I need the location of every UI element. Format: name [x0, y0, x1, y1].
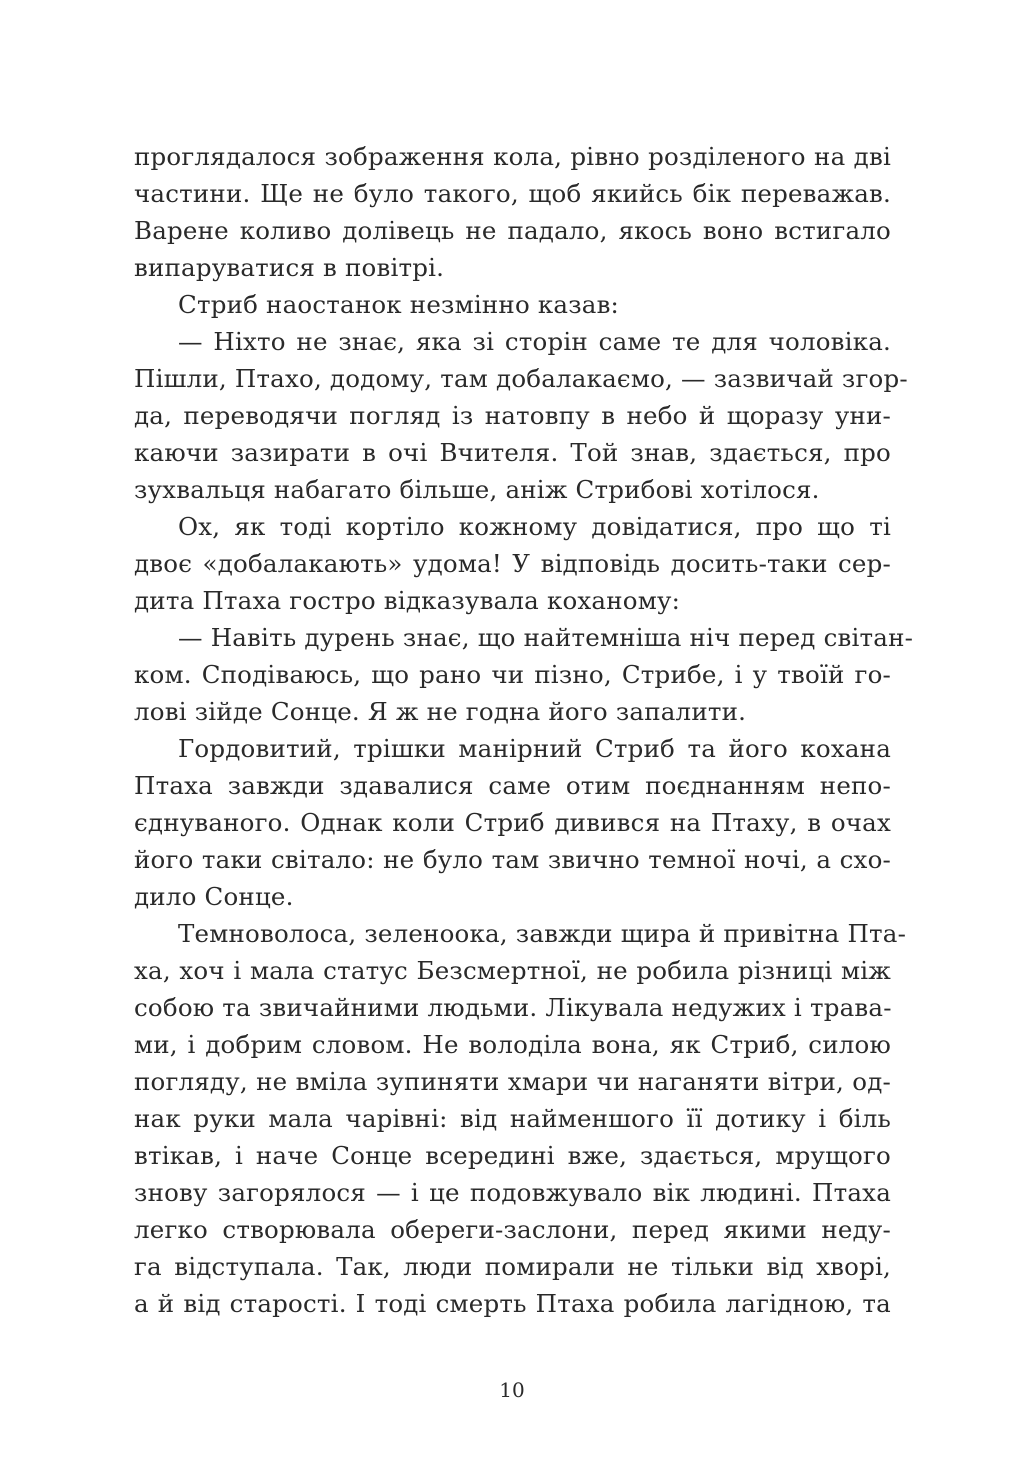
page-number: 10 [499, 1378, 525, 1402]
text-line: дило Сонце. [134, 882, 294, 911]
body-text [134, 138, 914, 1322]
text-line: а й від старості. І тоді смерть Птаха робила лагідною, та [134, 1289, 891, 1318]
text-line: Варене коливо долівець не падало, якось воно встигало [134, 216, 891, 245]
text-line: проглядалося зображення кола, рівно розділеного на дві [134, 142, 891, 171]
text-line: зухвальця набагато більше, аніж Стрибові хотілося. [134, 475, 820, 504]
text-line: дита Птаха гостро відказувала коханому: [134, 586, 681, 615]
text-line: легко створювала обереги-заслони, перед якими неду- [134, 1215, 891, 1244]
text-line: нак руки мала чарівні: від найменшого її дотику і біль [134, 1104, 891, 1133]
text-line: — Навіть дурень знає, що найтемніша ніч перед світан- [178, 623, 914, 652]
text-line: ком. Сподіваюсь, що рано чи пізно, Стрибе, і у твоїй го- [134, 660, 891, 689]
text-line: втікав, і наче Сонце всередині вже, здається, мрущого [134, 1141, 891, 1170]
text-line: га відступала. Так, люди помирали не тільки від хворі, [134, 1252, 891, 1281]
text-line: його таки світало: не було там звично темної ночі, а схо- [134, 845, 891, 874]
text-line: ха, хоч і мала статус Безсмертної, не робила різниці між [134, 956, 891, 985]
text-line: Гордовитий, трішки манірний Стриб та його кохана [178, 734, 891, 763]
text-line: каючи зазирати в очі Вчителя. Той знав, здається, про [134, 438, 891, 467]
text-line: двоє «добалакають» удома! У відповідь досить-таки сер- [134, 549, 891, 578]
text-line: Ох, як тоді кортіло кожному довідатися, про що ті [178, 512, 891, 541]
text-line: лові зійде Сонце. Я ж не годна його запалити. [134, 697, 747, 726]
text-line: Темноволоса, зеленоока, завжди щира й привітна Пта- [178, 919, 907, 948]
text-line: собою та звичайними людьми. Лікувала недужих і трава- [134, 993, 892, 1022]
text-line: знову загорялося — і це подовжувало вік людині. Птаха [134, 1178, 891, 1207]
text-line: Пішли, Птахо, додому, там добалакаємо, — зазвичай згор- [134, 364, 908, 393]
text-line: єднуваного. Однак коли Стриб дивився на Птаху, в очах [134, 808, 891, 837]
text-line: Птаха завжди здавалися саме отим поєднанням непо- [134, 771, 891, 800]
text-line: випаруватися в повітрі. [134, 253, 445, 282]
text-line: ми, і добрим словом. Не володіла вона, як Стриб, силою [134, 1030, 891, 1059]
text-line: частини. Ще не було такого, щоб якийсь бік переважав. [134, 179, 891, 208]
text-line: Стриб наостанок незмінно казав: [178, 290, 620, 319]
text-line: да, переводячи погляд із натовпу в небо й щоразу уни- [134, 401, 891, 430]
text-line: погляду, не вміла зупиняти хмари чи наганяти вітри, од- [134, 1067, 891, 1096]
text-line: — Ніхто не знає, яка зі сторін саме те для чоловіка. [178, 327, 891, 356]
